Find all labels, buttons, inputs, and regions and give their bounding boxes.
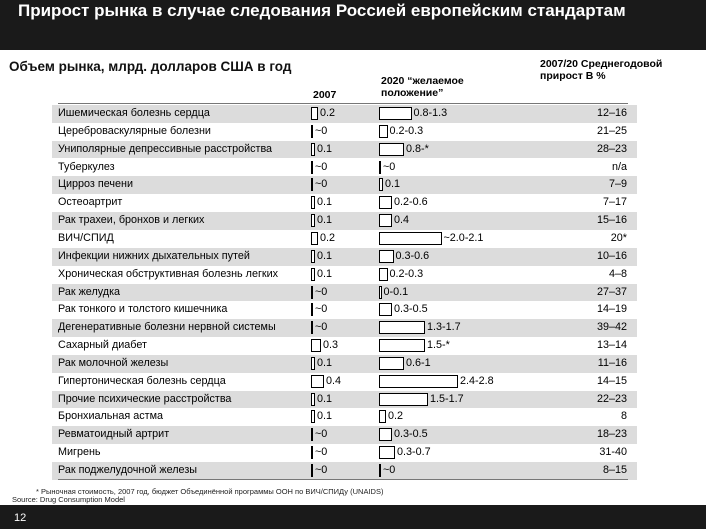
value-2020: 0.3-0.5 [394, 303, 428, 316]
bar-2020 [379, 125, 388, 138]
value-2007: 0.1 [317, 142, 333, 155]
row-label: ВИЧ/СПИД [58, 231, 114, 244]
bar-2007 [311, 375, 324, 388]
bar-2020 [379, 393, 428, 406]
bar-2007 [311, 446, 313, 459]
growth-value: 7–9 [608, 178, 627, 191]
row-label: Сахарный диабет [58, 339, 147, 352]
footnote: * Рыночная стоимость, 2007 год, бюджет Объединённой программы ООН по ВИЧ/СПИДу (UNAIDS) [36, 487, 384, 496]
value-2020: 0.4 [394, 214, 410, 227]
row-label: Рак трахеи, бронхов и легких [58, 214, 205, 227]
bar-2020 [379, 196, 392, 209]
bar-2007 [311, 464, 313, 477]
value-2007: ~0 [315, 285, 328, 298]
value-2020: 0.1 [385, 178, 401, 191]
bar-2007 [311, 143, 315, 156]
growth-value: 4–8 [608, 267, 627, 280]
growth-value: 7–17 [602, 196, 627, 209]
row-label: Рак тонкого и толстого кишечника [58, 303, 228, 316]
row-label: Туберкулез [58, 160, 115, 173]
bar-2020 [379, 375, 458, 388]
value-2020: 0.3-0.5 [394, 428, 428, 441]
bar-2007 [311, 232, 318, 245]
value-2020: ~0 [383, 160, 396, 173]
growth-value: 10–16 [596, 249, 627, 262]
value-2020: 0.3-0.7 [397, 446, 431, 459]
bar-2020 [379, 339, 425, 352]
value-2020: 0.3-0.6 [395, 249, 430, 262]
table-row [52, 391, 637, 409]
table-row [52, 123, 637, 141]
value-2020: 2.4-2.8 [460, 374, 494, 387]
value-2020: ~0 [383, 464, 396, 476]
table-row [52, 444, 637, 462]
value-2007: ~0 [315, 428, 328, 441]
row-label: Хроническая обструктивная болезнь легких [58, 267, 279, 280]
growth-value: 39–42 [596, 321, 627, 334]
value-2007: 0.1 [317, 214, 333, 227]
value-2020: 0.2-0.6 [394, 196, 428, 209]
bar-2007 [311, 196, 315, 209]
bar-2007 [311, 125, 313, 138]
value-2007: ~0 [315, 303, 328, 316]
bar-2020 [379, 464, 381, 477]
bar-2007 [311, 107, 318, 120]
value-2007: 0.2 [320, 107, 336, 119]
value-2020: 0.8-1.3 [413, 107, 448, 119]
value-2007: 0.1 [317, 392, 333, 405]
row-label: Бронхиальная астма [58, 410, 164, 423]
value-2007: 0.4 [326, 374, 342, 387]
row-label: Рак поджелудочной железы [58, 464, 198, 476]
bar-2020 [379, 232, 442, 245]
bar-2007 [311, 393, 315, 406]
value-2007: 0.1 [317, 410, 333, 423]
chart-subtitle: Объем рынка, млрд. долларов США в год [9, 59, 292, 74]
bar-2020 [379, 268, 388, 281]
table-row [52, 248, 637, 266]
growth-value: 20* [610, 231, 627, 244]
bar-2020 [379, 357, 404, 370]
table-row [52, 426, 637, 444]
growth-value: 14–19 [596, 303, 627, 316]
value-2007: ~0 [315, 446, 328, 459]
bar-2007 [311, 178, 313, 191]
table-row [52, 159, 637, 177]
growth-value: 31-40 [599, 446, 627, 459]
row-label: Ревматоидный артрит [58, 428, 170, 441]
bar-2020 [379, 303, 392, 316]
bar-2007 [311, 321, 313, 334]
value-2020: 0-0.1 [383, 285, 409, 298]
value-2007: ~0 [315, 124, 328, 137]
table-row [52, 373, 637, 391]
bar-2020 [379, 178, 383, 191]
growth-value: 8 [620, 410, 627, 423]
footer-bar [0, 505, 706, 529]
value-2020: 1.5-1.7 [430, 392, 464, 405]
row-label: Униполярные депрессивные расстройства [58, 142, 273, 155]
bar-2007 [311, 428, 313, 441]
value-2020: ~2.0-2.1 [443, 231, 484, 244]
table-row [52, 266, 637, 284]
value-2020: 0.6-1 [406, 356, 431, 369]
value-2007: ~0 [315, 464, 328, 476]
row-label: Цереброваскулярные болезни [58, 124, 211, 137]
table-row [52, 337, 637, 355]
bar-2007 [311, 357, 315, 370]
bar-2007 [311, 268, 315, 281]
column-header-growth: 2007/20 Среднегодовой прирост В % [540, 58, 663, 82]
growth-value: 22–23 [596, 392, 627, 405]
table-row [52, 141, 637, 159]
value-2007: 0.2 [320, 231, 336, 244]
value-2007: 0.1 [317, 267, 333, 280]
growth-value: 13–14 [596, 339, 627, 352]
value-2007: ~0 [315, 160, 328, 173]
bar-2020 [379, 321, 425, 334]
column-header-2020: 2020 “желаемое положение” [381, 75, 464, 99]
value-2020: 1.5-* [427, 339, 450, 352]
header-bar [0, 0, 706, 50]
row-label: Цирроз печени [58, 178, 133, 191]
value-2020: 0.2 [388, 410, 404, 423]
page-number: 12 [14, 512, 27, 524]
growth-value: 15–16 [596, 214, 627, 227]
row-label: Ишемическая болезнь сердца [58, 107, 210, 119]
growth-value: 8–15 [602, 464, 627, 476]
growth-value: 18–23 [596, 428, 627, 441]
value-2020: 0.8-* [406, 142, 429, 155]
bar-2020 [379, 446, 395, 459]
bar-2020 [379, 286, 382, 299]
page-title: Прирост рынка в случае следования Россией европейским стандартам [18, 1, 626, 20]
value-2007: 0.1 [317, 249, 333, 262]
value-2007: 0.3 [323, 339, 339, 352]
table-row [52, 105, 637, 123]
table-row [52, 462, 637, 480]
bar-2020 [379, 428, 392, 441]
table-row [52, 284, 637, 302]
source-note: Source: Drug Consumption Model [12, 495, 125, 504]
row-label: Прочие психические расстройства [58, 392, 232, 405]
bar-2020 [379, 143, 404, 156]
bar-2007 [311, 250, 315, 263]
row-label: Дегенеративные болезни нервной системы [58, 321, 276, 334]
row-label: Рак желудка [58, 285, 121, 298]
growth-value: 11–16 [597, 356, 627, 369]
row-label: Мигрень [58, 446, 101, 459]
bar-2007 [311, 214, 315, 227]
row-label: Гипертоническая болезнь сердца [58, 374, 226, 387]
bar-2020 [379, 250, 394, 263]
bottom-divider [58, 479, 628, 480]
table-row [52, 194, 637, 212]
table-row [52, 230, 637, 248]
bar-2007 [311, 303, 313, 316]
table-row [52, 301, 637, 319]
growth-value: 12–16 [596, 107, 627, 119]
table-row [52, 319, 637, 337]
value-2020: 0.2-0.3 [389, 124, 424, 137]
bar-2020 [379, 161, 381, 174]
growth-value: n/a [611, 160, 627, 173]
bar-2007 [311, 286, 313, 299]
value-2007: ~0 [315, 178, 328, 191]
table-row [52, 408, 637, 426]
top-divider [58, 103, 628, 104]
row-label: Остеоартрит [58, 196, 123, 209]
bar-2007 [311, 410, 315, 423]
column-header-2007: 2007 [313, 89, 337, 101]
value-2007: 0.1 [317, 196, 333, 209]
value-2020: 1.3-1.7 [427, 321, 461, 334]
row-label: Инфекции нижних дыхательных путей [58, 249, 250, 262]
value-2020: 0.2-0.3 [389, 267, 424, 280]
growth-value: 21–25 [596, 124, 627, 137]
bar-2020 [379, 410, 386, 423]
value-2007: ~0 [315, 321, 328, 334]
growth-value: 27–37 [596, 285, 627, 298]
bar-2007 [311, 161, 313, 174]
bar-2020 [379, 107, 412, 120]
value-2007: 0.1 [317, 356, 333, 369]
table-row [52, 355, 637, 373]
table-row [52, 176, 637, 194]
table-row [52, 212, 637, 230]
row-label: Рак молочной железы [58, 356, 169, 369]
bar-2020 [379, 214, 392, 227]
growth-value: 28–23 [596, 142, 627, 155]
bar-2007 [311, 339, 321, 352]
growth-value: 14–15 [596, 374, 627, 387]
